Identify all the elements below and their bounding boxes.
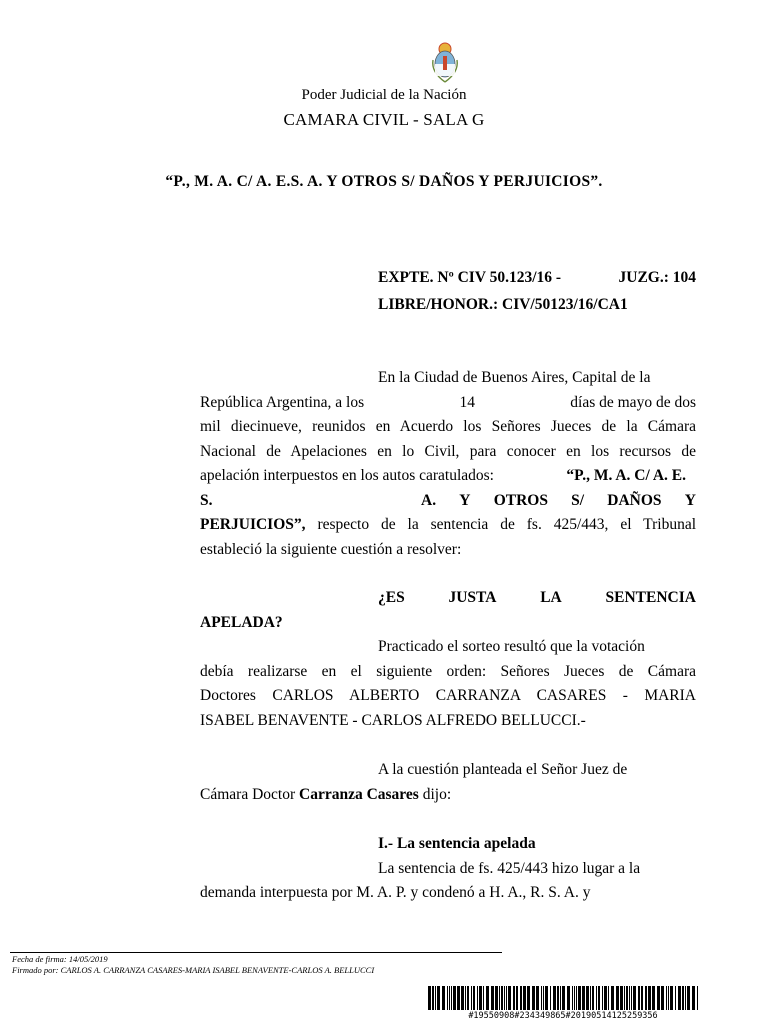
text-line: S. A. Y OTROS S/ DAÑOS Y — [200, 491, 696, 509]
barcode-bar — [572, 986, 573, 1010]
draw-paragraph — [200, 635, 696, 733]
barcode — [428, 986, 698, 1010]
barcode-bar — [652, 986, 655, 1010]
text-line: ISABEL BENAVENTE - CARLOS ALFREDO BELLUCCI.- — [200, 711, 586, 729]
section-heading: I.- La sentencia apelada — [378, 835, 536, 852]
barcode-bar — [666, 986, 667, 1010]
barcode-bar — [624, 986, 625, 1010]
barcode-bar — [465, 986, 466, 1010]
barcode-bar — [620, 986, 623, 1010]
barcode-bar — [631, 986, 632, 1010]
question-line: APELADA? — [200, 613, 283, 631]
barcode-bar — [657, 986, 660, 1010]
signed-by: Firmado por: CARLOS A. CARRANZA CASARES-MARIA ISABEL BENAVENTE-CARLOS A. BELLUCCI — [12, 965, 375, 975]
barcode-bar — [685, 986, 686, 1010]
barcode-bar — [638, 986, 640, 1010]
barcode-bar — [435, 986, 436, 1010]
barcode-bar — [560, 986, 561, 1010]
barcode-bar — [670, 986, 673, 1010]
barcode-bar — [648, 986, 651, 1010]
judge-intro — [200, 758, 696, 807]
barcode-bar — [449, 986, 450, 1010]
barcode-bar — [692, 986, 695, 1010]
text-line: estableció la siguiente cuestión a resolver: — [200, 540, 462, 558]
barcode-bar — [550, 986, 551, 1010]
chamber-name: CAMARA CIVIL - SALA G — [283, 110, 485, 129]
expte-number: EXPTE. Nº CIV 50.123/16 - — [378, 269, 562, 286]
barcode-bar — [479, 986, 482, 1010]
opening-paragraph — [200, 366, 696, 562]
barcode-number: #19550908#234349865#20190514125259356 — [468, 1011, 658, 1021]
barcode-bar — [453, 986, 456, 1010]
barcode-bar — [562, 986, 565, 1010]
barcode-bar — [520, 986, 522, 1010]
barcode-bar — [576, 986, 577, 1010]
barcode-bar — [604, 986, 607, 1010]
barcode-bar — [586, 986, 589, 1010]
text-line: Cámara Doctor Carranza Casares dijo: — [200, 785, 452, 803]
file-number-line — [378, 269, 696, 287]
barcode-bar — [596, 986, 597, 1010]
text-line: A la cuestión planteada el Señor Juez de — [378, 761, 628, 778]
barcode-bar — [536, 986, 539, 1010]
barcode-bar — [608, 986, 609, 1010]
barcode-bar — [523, 986, 526, 1010]
barcode-bar — [447, 986, 448, 1010]
text-line: La sentencia de fs. 425/443 hizo lugar a la — [378, 859, 641, 877]
barcode-bar — [473, 986, 475, 1010]
signature-date: Fecha de firma: 14/05/2019 — [12, 954, 108, 964]
barcode-bar — [451, 986, 452, 1010]
barcode-bar — [457, 986, 460, 1010]
coat-of-arms-seal — [428, 38, 462, 84]
text-line: En la Ciudad de Buenos Aires, Capital de la — [378, 369, 651, 386]
case-title: “P., M. A. C/ A. E.S. A. Y OTROS S/ DAÑOS Y PERJUICIOS”. — [165, 173, 603, 190]
barcode-bar — [557, 986, 559, 1010]
barcode-bar — [697, 986, 698, 1010]
barcode-bar — [483, 986, 484, 1010]
barcode-bar — [590, 986, 591, 1010]
barcode-bar — [668, 986, 669, 1010]
barcode-bar — [504, 986, 505, 1010]
text-line: PERJUICIOS”, respecto de la sentencia de fs. 425/443, el Tribunal — [200, 516, 697, 533]
barcode-bar — [616, 986, 619, 1010]
text-line: mil diecinueve, reunidos en Acuerdo los Señores Jueces de la Cámara — [200, 418, 696, 435]
barcode-bar — [432, 986, 434, 1010]
barcode-bar — [633, 986, 636, 1010]
question-block — [200, 586, 696, 635]
text-line: República Argentina, a los 14 días de mayo de dos — [200, 391, 696, 416]
barcode-bar — [501, 986, 503, 1010]
barcode-bar — [598, 986, 600, 1010]
barcode-bar — [495, 986, 498, 1010]
barcode-bar — [592, 986, 594, 1010]
day-number: 14 — [459, 393, 475, 411]
barcode-bar — [545, 986, 548, 1010]
fees-file-number: LIBRE/HONOR.: CIV/50123/16/CA1 — [378, 296, 628, 313]
question-line: ¿ES JUSTA LA SENTENCIA — [378, 589, 696, 606]
barcode-bar — [687, 986, 690, 1010]
barcode-bar — [626, 986, 628, 1010]
barcode-bar — [527, 986, 530, 1010]
barcode-bar — [442, 986, 445, 1010]
barcode-bar — [574, 986, 575, 1010]
barcode-bar — [532, 986, 535, 1010]
text-line: debía realizarse en el siguiente orden: Señores Jueces de Cámara — [200, 662, 696, 680]
barcode-bar — [543, 986, 544, 1010]
barcode-bar — [477, 986, 478, 1010]
barcode-bar — [675, 986, 676, 1010]
barcode-bar — [582, 986, 585, 1010]
barcode-bar — [661, 986, 664, 1010]
text-line: Practicado el sorteo resultó que la votación — [378, 638, 645, 655]
institution-name: Poder Judicial de la Nación — [301, 87, 467, 103]
barcode-bar — [516, 986, 518, 1010]
text-line: Nacional de Apelaciones en lo Civil, para conocer en los recursos de — [200, 442, 696, 460]
barcode-bar — [499, 986, 500, 1010]
barcode-bar — [641, 986, 643, 1010]
barcode-bar — [471, 986, 472, 1010]
barcode-bar — [461, 986, 464, 1010]
barcode-bar — [567, 986, 570, 1010]
barcode-bar — [508, 986, 511, 1010]
text-line: Doctores CARLOS ALBERTO CARRANZA CASARES - MARIA — [200, 687, 696, 704]
barcode-bar — [428, 986, 431, 1010]
text-line: apelación interpuestos en los autos caratulados: “P., M. A. C/ A. E. — [200, 467, 686, 484]
barcode-bar — [486, 986, 489, 1010]
barcode-bar — [678, 986, 681, 1010]
barcode-bar — [629, 986, 630, 1010]
barcode-bar — [513, 986, 515, 1010]
barcode-bar — [467, 986, 469, 1010]
barcode-bar — [611, 986, 614, 1010]
barcode-bar — [491, 986, 494, 1010]
barcode-bar — [553, 986, 556, 1010]
barcode-bar — [506, 986, 507, 1010]
barcode-bar — [645, 986, 647, 1010]
text-line: demanda interpuesta por M. A. P. y condenó a H. A., R. S. A. y — [200, 884, 591, 901]
court-number: JUZG.: 104 — [618, 269, 696, 286]
barcode-bar — [682, 986, 684, 1010]
barcode-bar — [578, 986, 581, 1010]
judge-name: Carranza Casares — [299, 785, 419, 803]
footer-divider — [10, 952, 502, 953]
barcode-bar — [541, 986, 542, 1010]
barcode-bar — [437, 986, 440, 1010]
barcode-bar — [602, 986, 603, 1010]
section-one — [200, 832, 696, 906]
